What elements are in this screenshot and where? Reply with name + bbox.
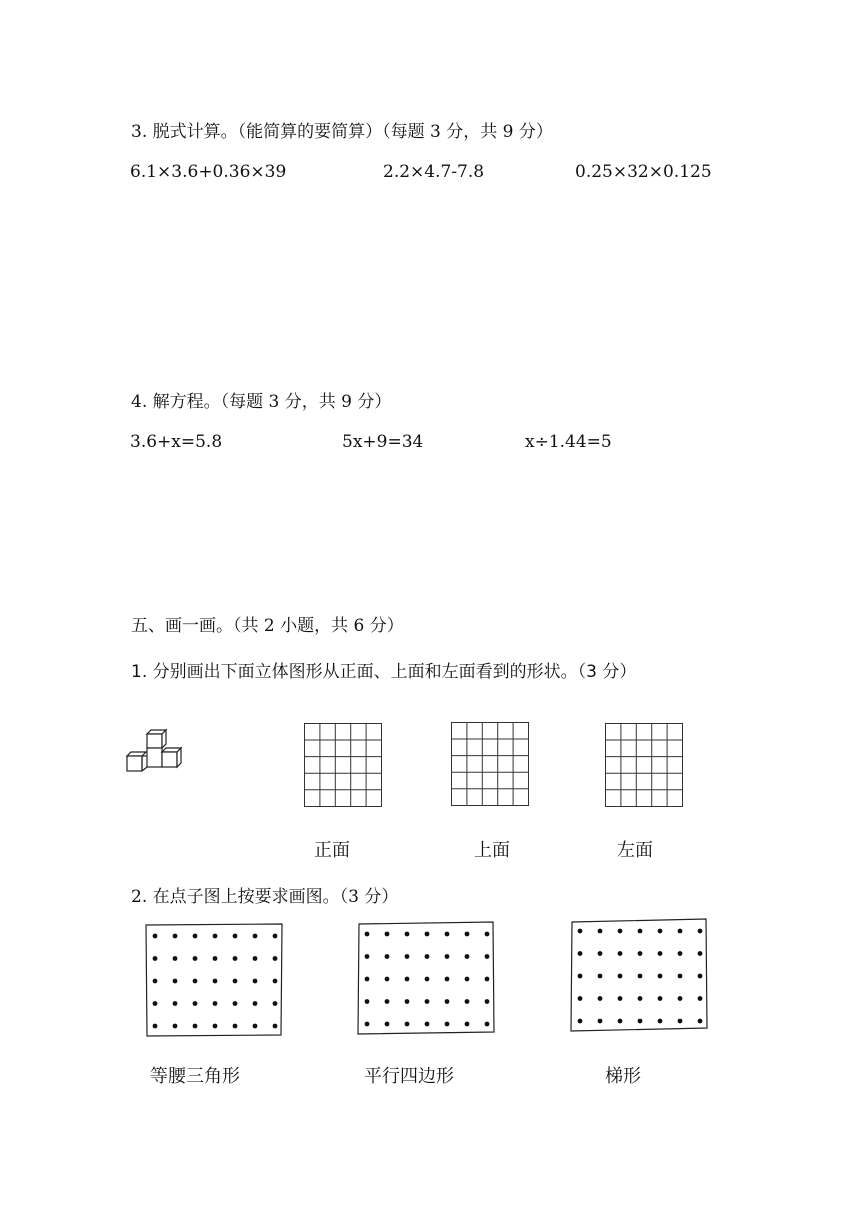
dot-label-isosceles-triangle: 等腰三角形	[150, 1066, 240, 1087]
dot	[598, 951, 603, 956]
dot	[485, 932, 490, 937]
dot	[233, 1024, 238, 1029]
dot	[598, 1019, 603, 1024]
dot	[465, 999, 470, 1004]
dot-label-parallelogram: 平行四边形	[364, 1066, 454, 1087]
grid-label-top: 上面	[474, 840, 510, 861]
grid-label-left: 左面	[617, 840, 653, 861]
dot	[153, 979, 158, 984]
dot	[445, 932, 450, 937]
section5-heading: 五、画一画。（共 2 小题，共 6 分）	[131, 616, 404, 636]
dot	[638, 951, 643, 956]
dot	[233, 979, 238, 984]
dot	[193, 1024, 198, 1029]
dot	[173, 1024, 178, 1029]
dot	[365, 977, 370, 982]
dot-grid-2	[357, 921, 495, 1035]
section3-problem-2: 2.2×4.7-7.8	[383, 162, 485, 182]
dot	[618, 929, 623, 934]
dot	[578, 951, 583, 956]
dot	[253, 1001, 258, 1006]
dot	[385, 932, 390, 937]
dot	[678, 1019, 683, 1024]
dot	[213, 1001, 218, 1006]
dot	[253, 956, 258, 961]
dot	[425, 932, 430, 937]
dot	[485, 999, 490, 1004]
dot	[658, 996, 663, 1001]
dot	[578, 974, 583, 979]
dot	[638, 974, 643, 979]
dot	[365, 1022, 370, 1027]
section3-problem-3: 0.25×32×0.125	[575, 162, 712, 182]
dot	[578, 1019, 583, 1024]
dot	[253, 1024, 258, 1029]
dot	[658, 951, 663, 956]
section3-heading: 3. 脱式计算。（能简算的要简算）（每题 3 分，共 9 分）	[131, 122, 553, 142]
dot	[385, 999, 390, 1004]
dot	[658, 929, 663, 934]
dot	[153, 1024, 158, 1029]
dot	[153, 1001, 158, 1006]
dot	[698, 996, 703, 1001]
dot-grid-3	[570, 918, 708, 1032]
dot	[385, 1022, 390, 1027]
dot	[405, 954, 410, 959]
dot	[213, 979, 218, 984]
dot-grid-1	[145, 923, 283, 1037]
dot	[213, 956, 218, 961]
dot	[385, 977, 390, 982]
dot	[618, 951, 623, 956]
dot	[485, 977, 490, 982]
grid-left	[605, 723, 683, 807]
dot	[213, 1024, 218, 1029]
grid-front	[304, 723, 382, 807]
dot	[678, 951, 683, 956]
section4-problem-1: 3.6+x=5.8	[130, 432, 223, 452]
dot	[153, 956, 158, 961]
dot	[638, 929, 643, 934]
dot	[465, 954, 470, 959]
dot	[365, 954, 370, 959]
dot	[213, 934, 218, 939]
dot	[405, 932, 410, 937]
dot	[698, 1019, 703, 1024]
dot	[578, 996, 583, 1001]
dot	[465, 932, 470, 937]
dot	[465, 1022, 470, 1027]
dot	[273, 934, 278, 939]
dot	[445, 1022, 450, 1027]
dot	[273, 979, 278, 984]
dot	[445, 999, 450, 1004]
dot	[598, 974, 603, 979]
section5-q1-text: 1. 分别画出下面立体图形从正面、上面和左面看到的形状。（3 分）	[131, 662, 637, 682]
dot	[173, 979, 178, 984]
dot-label-trapezoid: 梯形	[605, 1066, 641, 1087]
section5-q2-text: 2. 在点子图上按要求画图。（3 分）	[131, 887, 399, 907]
dot	[658, 1019, 663, 1024]
dot	[193, 956, 198, 961]
dot	[233, 1001, 238, 1006]
dot	[598, 996, 603, 1001]
grid-label-front: 正面	[314, 840, 350, 861]
dot	[698, 951, 703, 956]
grid-top	[451, 722, 529, 806]
dot	[405, 1022, 410, 1027]
dot	[618, 974, 623, 979]
dot	[233, 934, 238, 939]
dot	[365, 999, 370, 1004]
dot	[618, 996, 623, 1001]
dot	[273, 956, 278, 961]
dot	[445, 977, 450, 982]
dot	[253, 979, 258, 984]
dot	[273, 1001, 278, 1006]
section4-problem-2: 5x+9=34	[342, 432, 424, 452]
cube-stack-figure	[125, 728, 187, 776]
dot	[445, 954, 450, 959]
dot	[385, 954, 390, 959]
dot	[405, 977, 410, 982]
dot	[365, 932, 370, 937]
dot	[193, 979, 198, 984]
section3-problem-1: 6.1×3.6+0.36×39	[130, 162, 287, 182]
dot	[173, 934, 178, 939]
dot	[485, 954, 490, 959]
dot	[485, 1022, 490, 1027]
dot	[425, 1022, 430, 1027]
dot	[598, 929, 603, 934]
dot	[153, 934, 158, 939]
dot	[578, 929, 583, 934]
dot	[678, 996, 683, 1001]
dot	[425, 977, 430, 982]
dot	[273, 1024, 278, 1029]
dot	[678, 974, 683, 979]
dot	[405, 999, 410, 1004]
dot	[465, 977, 470, 982]
dot	[425, 954, 430, 959]
dot	[698, 974, 703, 979]
dot	[193, 934, 198, 939]
dot	[638, 1019, 643, 1024]
section4-problem-3: x÷1.44=5	[525, 432, 612, 452]
dot	[253, 934, 258, 939]
section4-heading: 4. 解方程。（每题 3 分，共 9 分）	[131, 392, 392, 412]
dot	[678, 929, 683, 934]
dot	[698, 929, 703, 934]
dot	[618, 1019, 623, 1024]
dot	[658, 974, 663, 979]
dot	[233, 956, 238, 961]
dot	[173, 956, 178, 961]
dot	[173, 1001, 178, 1006]
dot	[425, 999, 430, 1004]
dot	[638, 996, 643, 1001]
dot	[193, 1001, 198, 1006]
